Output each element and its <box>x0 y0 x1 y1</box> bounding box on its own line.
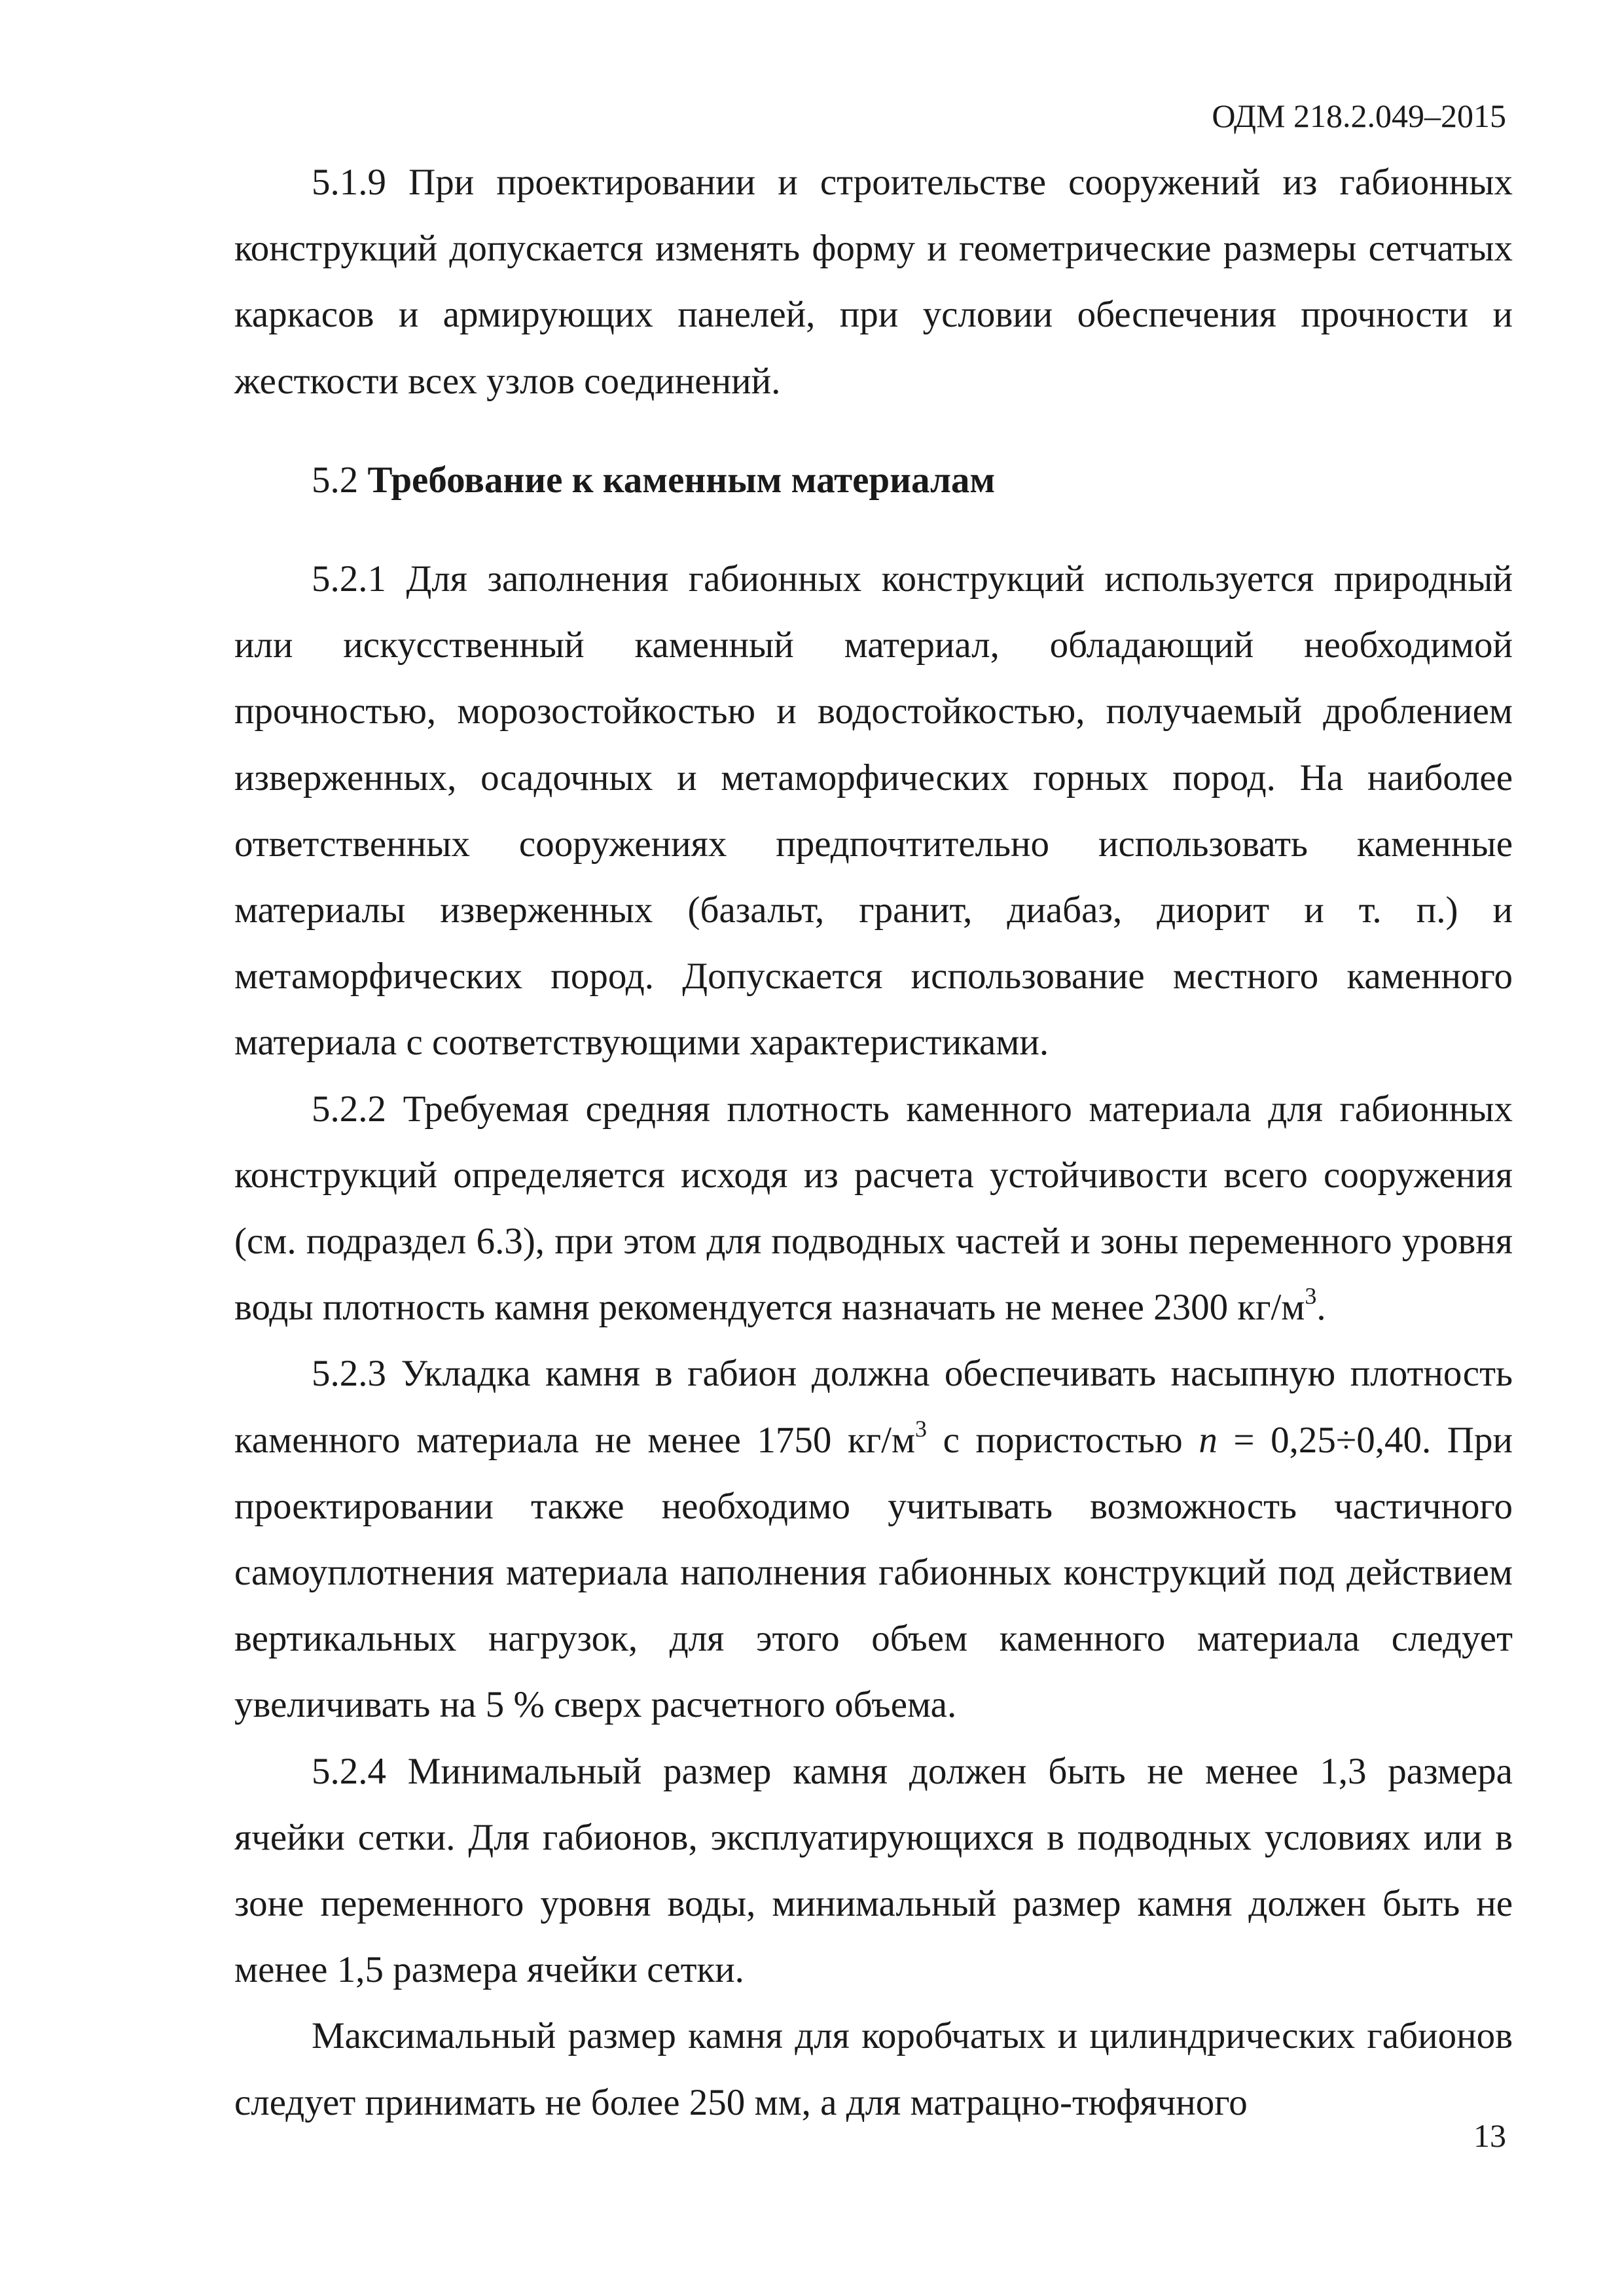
superscript-3: 3 <box>915 1415 928 1442</box>
spacer <box>234 414 1513 447</box>
page-body <box>234 149 1513 2136</box>
paragraph-5-2-3-part1: 5.2.3 Укладка камня в габион должна обеспечивать насыпную плотность каменного материала не менее 1750 кг/м <box>234 1353 1513 1461</box>
paragraph-5-2-2-end: . <box>1316 1287 1326 1329</box>
paragraph-5-2-2-text: 5.2.2 Требуемая средняя плотность каменного материала для габионных конструкций определяется исходя из расчета устойчивости всего сооружения (см. подраздел 6.3), при этом для подводных частей и зоны переменного уровня воды плотность камня рекомендуется назначать не менее 2300 кг/м <box>234 1088 1513 1329</box>
paragraph-max-stone-size: Максимальный размер камня для коробчатых и цилиндрических габионов следует принимать не более 250 мм, а для матрацно-тюфячного <box>234 2015 1513 2123</box>
paragraph-5-2-4: 5.2.4 Минимальный размер камня должен быть не менее 1,3 размера ячейки сетки. Для габионов, эксплуатирующихся в подводных условиях или в зоне переменного уровня воды, минимальный размер камня должен быть не менее 1,5 размера ячейки сетки. <box>234 1750 1513 1991</box>
section-title: Требование к каменным материалам <box>367 459 996 501</box>
spacer <box>234 513 1513 546</box>
section-heading-5-2 <box>234 447 1513 513</box>
paragraph-5-2-3-part2: с пористостью <box>927 1419 1199 1461</box>
page-number: 13 <box>1473 2117 1506 2154</box>
paragraph-5-2-1: 5.2.1 Для заполнения габионных конструкций используется природный или искусственный каменный материал, обладающий необходимой прочностью, морозостойкостью и водостойкостью, получаемый дроблением изверженных, осадочных и метаморфических горных пород. На наиболее ответственных сооружениях предпочтительно использовать каменные материалы изверженных (базальт, гранит, диабаз, диорит и т. п.) и метаморфических пород. Допускается использование местного каменного материала с соответствующими характеристиками. <box>234 558 1513 1064</box>
paragraph-5-1-9: 5.1.9 При проектировании и строительстве сооружений из габионных конструкций допускается изменять форму и геометрические размеры сетчатых каркасов и армирующих панелей, при условии обеспечения прочности и жесткости всех узлов соединений. <box>234 162 1513 402</box>
section-number: 5.2 <box>312 459 359 501</box>
paragraph-5-2-2 <box>234 1076 1513 1341</box>
superscript-3: 3 <box>1305 1283 1317 1310</box>
porosity-variable: n <box>1199 1419 1218 1461</box>
document-code-header: ОДМ 218.2.049–2015 <box>1212 98 1506 134</box>
paragraph-5-2-3 <box>234 1340 1513 1738</box>
paragraph-5-2-3-part3: = 0,25÷0,40. При проектировании также необходимо учитывать возможность частичного самоуплотнения материала наполнения габионных конструкций под действием вертикальных нагрузок, для этого объем каменного материала следует увеличивать на 5 % сверх расчетного объема. <box>234 1419 1513 1726</box>
